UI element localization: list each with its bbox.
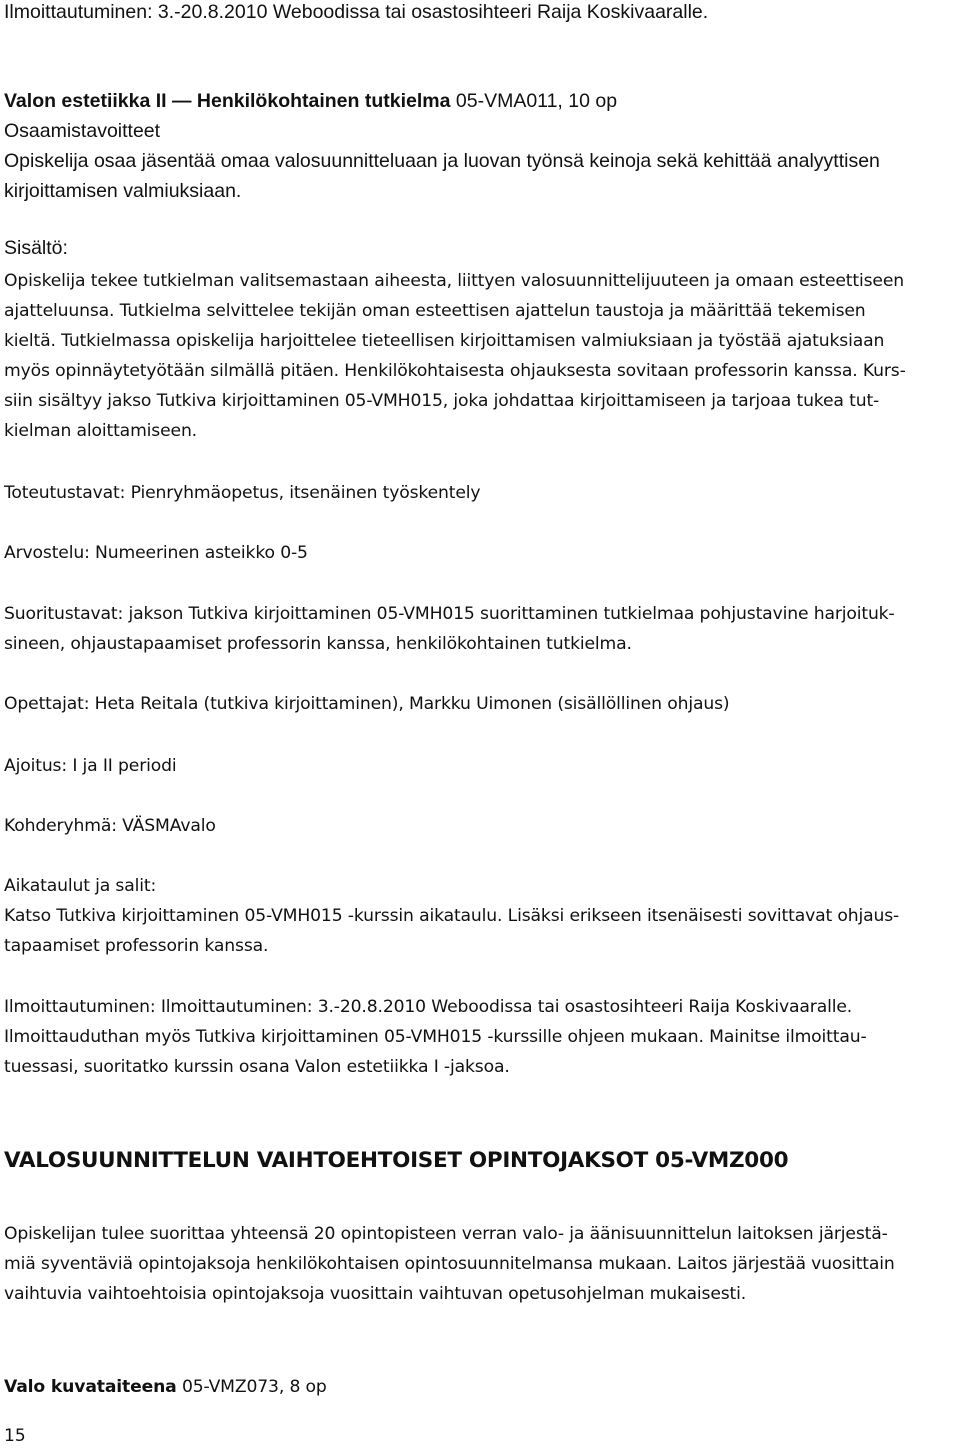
content-line: Opiskelija tekee tutkielman valitsemastaan aiheesta, liittyen valosuunnittelijuuteen ja omaan esteettiseen	[4, 271, 904, 291]
registration-top-line: Ilmoittautuminen: 3.-20.8.2010 Weboodissa tai osastosihteeri Raija Koskivaaralle.	[4, 1, 709, 23]
goals-line-2: kirjoittamisen valmiuksiaan.	[4, 180, 242, 202]
completion-line: Suoritustavat: jakson Tutkiva kirjoittaminen 05-VMH015 suorittaminen tutkielmaa pohjustavine harjoituk-	[4, 604, 895, 624]
course-title-name: Valon estetiikka II — Henkilökohtainen tutkielma	[4, 90, 451, 112]
target-group-line: Kohderyhmä: VÄSMAvalo	[4, 816, 216, 836]
implementation-line: Toteutustavat: Pienryhmäopetus, itsenäinen työskentely	[4, 483, 481, 503]
course-title	[4, 86, 950, 116]
content-line: kieltä. Tutkielmassa opiskelija harjoittelee tieteellisen kirjoittamisen valmiuksiaan ja työstää ajatuksiaan	[4, 331, 885, 351]
registration-line: tuessasi, suoritatko kurssin osana Valon estetiikka I -jaksoa.	[4, 1057, 510, 1077]
schedule-label: Aikataulut ja salit:	[4, 876, 157, 896]
registration-line: Ilmoittautuminen: Ilmoittautuminen: 3.-20.8.2010 Weboodissa tai osastosihteeri Raija Koskivaaralle.	[4, 997, 853, 1017]
goals-line-1: Opiskelija osaa jäsentää omaa valosuunnitteluaan ja luovan työnsä keinoja sekä kehittää analyyttisen	[4, 150, 880, 172]
next-course-name: Valo kuvataiteena	[4, 1377, 177, 1397]
goals-label: Osaamistavoitteet	[4, 120, 161, 142]
section-line: vaihtuvia vaihtoehtoisia opintojaksoja vuosittain vaihtuvan opetusohjelman mukaisesti.	[4, 1284, 747, 1304]
content-line: ajatteluunsa. Tutkielma selvittelee tekijän oman esteettisen ajattelun taustoja ja määrittää tekemisen	[4, 301, 866, 321]
registration-line: Ilmoittauduthan myös Tutkiva kirjoittaminen 05-VMH015 -kurssille ohjeen mukaan. Mainitse ilmoittau-	[4, 1027, 867, 1047]
completion-line: sineen, ohjaustapaamiset professorin kanssa, henkilökohtainen tutkielma.	[4, 634, 632, 654]
page-number: 15	[4, 1426, 26, 1446]
timing-line: Ajoitus: I ja II periodi	[4, 756, 177, 776]
section-line: Opiskelijan tulee suorittaa yhteensä 20 opintopisteen verran valo- ja äänisuunnittelun laitoksen järjestä-	[4, 1224, 888, 1244]
teachers-line: Opettajat: Heta Reitala (tutkiva kirjoittaminen), Markku Uimonen (sisällöllinen ohjaus)	[4, 694, 730, 714]
grading-line: Arvostelu: Numeerinen asteikko 0-5	[4, 543, 308, 563]
course-title-code: 05-VMA011, 10 op	[450, 90, 618, 112]
content-line: kielman aloittamiseen.	[4, 421, 197, 441]
content-line: myös opinnäytetyötään silmällä pitäen. Henkilökohtaisesta ohjauksesta sovitaan professorin kanssa. Kurs-	[4, 361, 906, 381]
section-line: miä syventäviä opintojaksoja henkilökohtaisen opintosuunnitelmansa mukaan. Laitos järjestää vuosittain	[4, 1254, 895, 1274]
schedule-line: tapaamiset professorin kanssa.	[4, 936, 269, 956]
schedule-line: Katso Tutkiva kirjoittaminen 05-VMH015 -kurssin aikataulu. Lisäksi erikseen itsenäisesti sovittavat ohjaus-	[4, 906, 900, 926]
section-heading: VALOSUUNNITTELUN VAIHTOEHTOISET OPINTOJAKSOT 05-VMZ000	[4, 1148, 789, 1173]
content-line: siin sisältyy jakso Tutkiva kirjoittaminen 05-VMH015, joka johdattaa kirjoittamiseen ja tarjoaa tukea tut-	[4, 391, 880, 411]
content-label: Sisältö:	[4, 237, 68, 259]
next-course-code: 05-VMZ073, 8 op	[176, 1377, 327, 1397]
next-course-title	[4, 1372, 950, 1402]
